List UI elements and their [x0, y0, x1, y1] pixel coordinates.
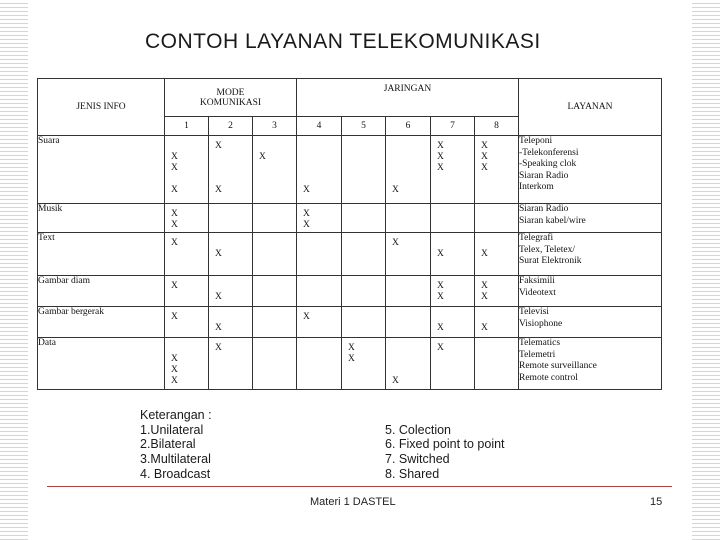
mark [392, 365, 430, 376]
left-stripe-decoration [0, 0, 28, 540]
mark [171, 323, 208, 334]
mark [392, 292, 430, 303]
mark [392, 281, 430, 292]
mark-cell [342, 276, 386, 307]
mark [392, 343, 430, 354]
mark [392, 220, 430, 231]
table-row [38, 307, 662, 338]
mark-cell [165, 136, 209, 204]
mark [259, 209, 296, 220]
mark [171, 343, 208, 354]
jenis-info-cell: Suara [38, 136, 165, 204]
table-row [38, 233, 662, 276]
mark-cell [431, 204, 475, 233]
mark [437, 185, 474, 196]
mark: X [171, 163, 178, 173]
layanan-item: Remote control [519, 372, 578, 383]
mark: X [303, 209, 310, 219]
mark [215, 354, 252, 365]
mark: X [437, 281, 444, 291]
mark-cell [342, 204, 386, 233]
mark [348, 185, 385, 196]
mark [481, 312, 518, 323]
mark [392, 312, 430, 323]
footer-text: Materi 1 DASTEL [310, 496, 396, 508]
mark [348, 238, 385, 249]
mark [303, 292, 341, 303]
mark-cell [209, 307, 253, 338]
mark-cell [253, 276, 297, 307]
mark [481, 185, 518, 196]
mark [392, 174, 430, 185]
mark [437, 174, 474, 185]
mark-cell [165, 204, 209, 233]
mark [215, 376, 252, 387]
mark-cell [342, 136, 386, 204]
mark-cell [431, 136, 475, 204]
mark: X [171, 220, 178, 230]
col-header: 3 [253, 117, 297, 136]
table-row [38, 338, 662, 390]
header-jenis-info: JENIS INFO [38, 79, 165, 136]
mark [348, 209, 385, 220]
mark [259, 185, 296, 196]
mark [171, 292, 208, 303]
mark [171, 260, 208, 271]
mark [303, 141, 341, 152]
layanan-item: Telegrafi [519, 233, 554, 243]
footer-divider [47, 486, 672, 487]
mark: X [303, 220, 310, 230]
mark [392, 141, 430, 152]
mark [215, 238, 252, 249]
slide-title: CONTOH LAYANAN TELEKOMUNIKASI [145, 30, 541, 53]
mark-cell [431, 338, 475, 390]
mark [481, 354, 518, 365]
mark [259, 365, 296, 376]
mark-cell [253, 338, 297, 390]
mark: X [259, 152, 266, 162]
mark-cell [386, 276, 431, 307]
mark-cell [297, 338, 342, 390]
mark [348, 260, 385, 271]
layanan-cell [519, 276, 662, 307]
mark [303, 163, 341, 174]
mark-cell [475, 338, 519, 390]
mark-cell [342, 233, 386, 276]
mark [303, 354, 341, 365]
mark [348, 323, 385, 334]
mark: X [437, 343, 444, 353]
mark [171, 141, 208, 152]
mark: X [437, 249, 444, 259]
mark: X [348, 343, 355, 353]
mark [348, 365, 385, 376]
mark [437, 220, 474, 231]
mark-cell [386, 204, 431, 233]
mark [481, 365, 518, 376]
legend-item: 3.Multilateral [140, 452, 211, 467]
right-stripe-decoration [692, 0, 720, 540]
mark-cell [297, 204, 342, 233]
layanan-item: -Telekonferensi [519, 147, 579, 158]
mark-cell [209, 204, 253, 233]
mark-cell [297, 276, 342, 307]
mark: X [392, 238, 399, 248]
mark: X [481, 281, 488, 291]
table-row [38, 136, 662, 204]
mark: X [171, 281, 178, 291]
mark: X [437, 152, 444, 162]
mark: X [171, 354, 178, 364]
legend-heading: Keterangan : [140, 408, 212, 422]
mark [303, 365, 341, 376]
mark-cell [386, 136, 431, 204]
mark: X [392, 376, 399, 386]
mark: X [303, 312, 310, 322]
layanan-item: Remote surveillance [519, 361, 597, 372]
mark [215, 220, 252, 231]
layanan-item: Videotext [519, 287, 556, 298]
mark [348, 152, 385, 163]
legend-item: 4. Broadcast [140, 466, 211, 481]
mark: X [481, 141, 488, 151]
mark: X [437, 141, 444, 151]
mark: X [348, 354, 355, 364]
col-header: 6 [386, 117, 431, 136]
table-row [38, 204, 662, 233]
header-jaringan: JARINGAN [297, 79, 519, 117]
header-layanan: LAYANAN [519, 79, 662, 136]
mark-cell [297, 307, 342, 338]
mark-cell [209, 276, 253, 307]
mark [392, 354, 430, 365]
mark: X [481, 292, 488, 302]
legend-item: 8. Shared [385, 466, 440, 481]
layanan-cell [519, 136, 662, 204]
layanan-item: Siaran Radio [519, 204, 569, 214]
mark: X [215, 249, 222, 259]
mark [303, 260, 341, 271]
mark [481, 260, 518, 271]
jenis-info-cell: Data [38, 338, 165, 390]
mark [215, 365, 252, 376]
mark: X [481, 249, 488, 259]
mark [259, 376, 296, 387]
mark: X [437, 163, 444, 173]
mark [392, 260, 430, 271]
mark [171, 174, 208, 185]
mark [348, 249, 385, 260]
mark [348, 376, 385, 387]
mark: X [171, 312, 178, 322]
mark-cell [209, 136, 253, 204]
mark [215, 260, 252, 271]
col-header: 5 [342, 117, 386, 136]
col-header: 1 [165, 117, 209, 136]
layanan-item: Telex, Teletex/ [519, 244, 575, 255]
legend-item: 6. Fixed point to point [385, 437, 505, 452]
mark: X [171, 152, 178, 162]
layanan-item: Televisi [519, 307, 549, 317]
mark [481, 220, 518, 231]
legend-right [385, 423, 505, 482]
jenis-info-cell: Text [38, 233, 165, 276]
layanan-item: Siaran Radio [519, 170, 569, 181]
mark-cell [386, 338, 431, 390]
mark-cell [342, 338, 386, 390]
mark-cell [297, 136, 342, 204]
mark [437, 260, 474, 271]
mark-cell [209, 233, 253, 276]
col-header: 7 [431, 117, 475, 136]
mark-cell [431, 307, 475, 338]
mark: X [437, 323, 444, 333]
mark-cell [165, 276, 209, 307]
mark [348, 141, 385, 152]
mark [215, 152, 252, 163]
mark-cell [386, 233, 431, 276]
mark-cell [475, 307, 519, 338]
mark [259, 238, 296, 249]
layanan-cell [519, 233, 662, 276]
mark: X [481, 323, 488, 333]
mark-cell [297, 233, 342, 276]
mark [392, 163, 430, 174]
mark [348, 163, 385, 174]
mark [348, 281, 385, 292]
col-header: 2 [209, 117, 253, 136]
mark [392, 323, 430, 334]
layanan-item: Siaran kabel/wire [519, 215, 586, 226]
mark [303, 238, 341, 249]
mark [259, 292, 296, 303]
table-row [38, 276, 662, 307]
layanan-item: -Speaking clok [519, 159, 577, 170]
col-header: 8 [475, 117, 519, 136]
mark [392, 209, 430, 220]
jenis-info-cell: Gambar diam [38, 276, 165, 307]
mark [348, 174, 385, 185]
mark-cell [253, 204, 297, 233]
mark-cell [165, 338, 209, 390]
mark-cell [165, 307, 209, 338]
mark [303, 152, 341, 163]
mark [303, 174, 341, 185]
jenis-info-cell: Musik [38, 204, 165, 233]
mark-cell [431, 233, 475, 276]
layanan-item: Surat Elektronik [519, 256, 582, 267]
mark-cell [253, 136, 297, 204]
mark [348, 312, 385, 323]
mark [481, 376, 518, 387]
col-header: 4 [297, 117, 342, 136]
mark-cell [431, 276, 475, 307]
mark-cell [475, 276, 519, 307]
mark [303, 343, 341, 354]
mark [437, 354, 474, 365]
mark: X [215, 343, 222, 353]
jenis-info-cell: Gambar bergerak [38, 307, 165, 338]
mark [259, 141, 296, 152]
mark [437, 365, 474, 376]
mark [303, 249, 341, 260]
mark [348, 220, 385, 231]
legend-item: 5. Colection [385, 422, 452, 437]
mark: X [171, 376, 178, 386]
legend-item: 1.Unilateral [140, 422, 204, 437]
mark [303, 281, 341, 292]
mark [215, 174, 252, 185]
mark [259, 312, 296, 323]
mark-cell [475, 204, 519, 233]
mark [215, 163, 252, 174]
mark [303, 376, 341, 387]
mark: X [215, 292, 222, 302]
layanan-item: Telemetri [519, 349, 556, 360]
services-table [37, 78, 662, 390]
mark [259, 163, 296, 174]
header-mode-line1: MODE [216, 87, 245, 98]
mark [215, 209, 252, 220]
mark [437, 238, 474, 249]
mark: X [171, 238, 178, 248]
mark [259, 343, 296, 354]
page-number: 15 [650, 496, 663, 508]
mark [259, 249, 296, 260]
layanan-cell [519, 307, 662, 338]
mark [215, 312, 252, 323]
mark [259, 323, 296, 334]
mark: X [481, 163, 488, 173]
mark [259, 174, 296, 185]
mark: X [171, 209, 178, 219]
mark-cell [165, 233, 209, 276]
mark: X [171, 185, 178, 195]
layanan-item: Interkom [519, 182, 554, 193]
header-mode-komunikasi [165, 79, 297, 117]
mark: X [303, 185, 310, 195]
mark-cell [386, 307, 431, 338]
mark [215, 281, 252, 292]
mark [437, 312, 474, 323]
mark: X [215, 185, 222, 195]
mark: X [481, 152, 488, 162]
layanan-item: Telematics [519, 338, 561, 348]
layanan-cell [519, 204, 662, 233]
mark [259, 354, 296, 365]
mark [259, 281, 296, 292]
mark: X [215, 141, 222, 151]
mark-cell [475, 136, 519, 204]
mark: X [171, 365, 178, 375]
mark [481, 238, 518, 249]
mark [481, 209, 518, 220]
mark-cell [475, 233, 519, 276]
mark [259, 260, 296, 271]
mark [348, 292, 385, 303]
mark-cell [342, 307, 386, 338]
mark [437, 209, 474, 220]
mark [481, 174, 518, 185]
legend-left [140, 408, 212, 482]
mark: X [215, 323, 222, 333]
mark [259, 220, 296, 231]
mark [392, 152, 430, 163]
mark-cell [253, 233, 297, 276]
layanan-item: Teleponi [519, 136, 553, 146]
mark [171, 249, 208, 260]
layanan-item: Visiophone [519, 318, 563, 329]
layanan-cell [519, 338, 662, 390]
legend-item: 2.Bilateral [140, 437, 196, 452]
mark [303, 323, 341, 334]
legend-item: 7. Switched [385, 452, 450, 467]
mark-cell [253, 307, 297, 338]
mark: X [392, 185, 399, 195]
header-mode-line2: KOMUNIKASI [199, 97, 262, 108]
mark [392, 249, 430, 260]
layanan-item: Faksimili [519, 276, 555, 286]
mark-cell [209, 338, 253, 390]
mark: X [437, 292, 444, 302]
mark [437, 376, 474, 387]
mark [481, 343, 518, 354]
